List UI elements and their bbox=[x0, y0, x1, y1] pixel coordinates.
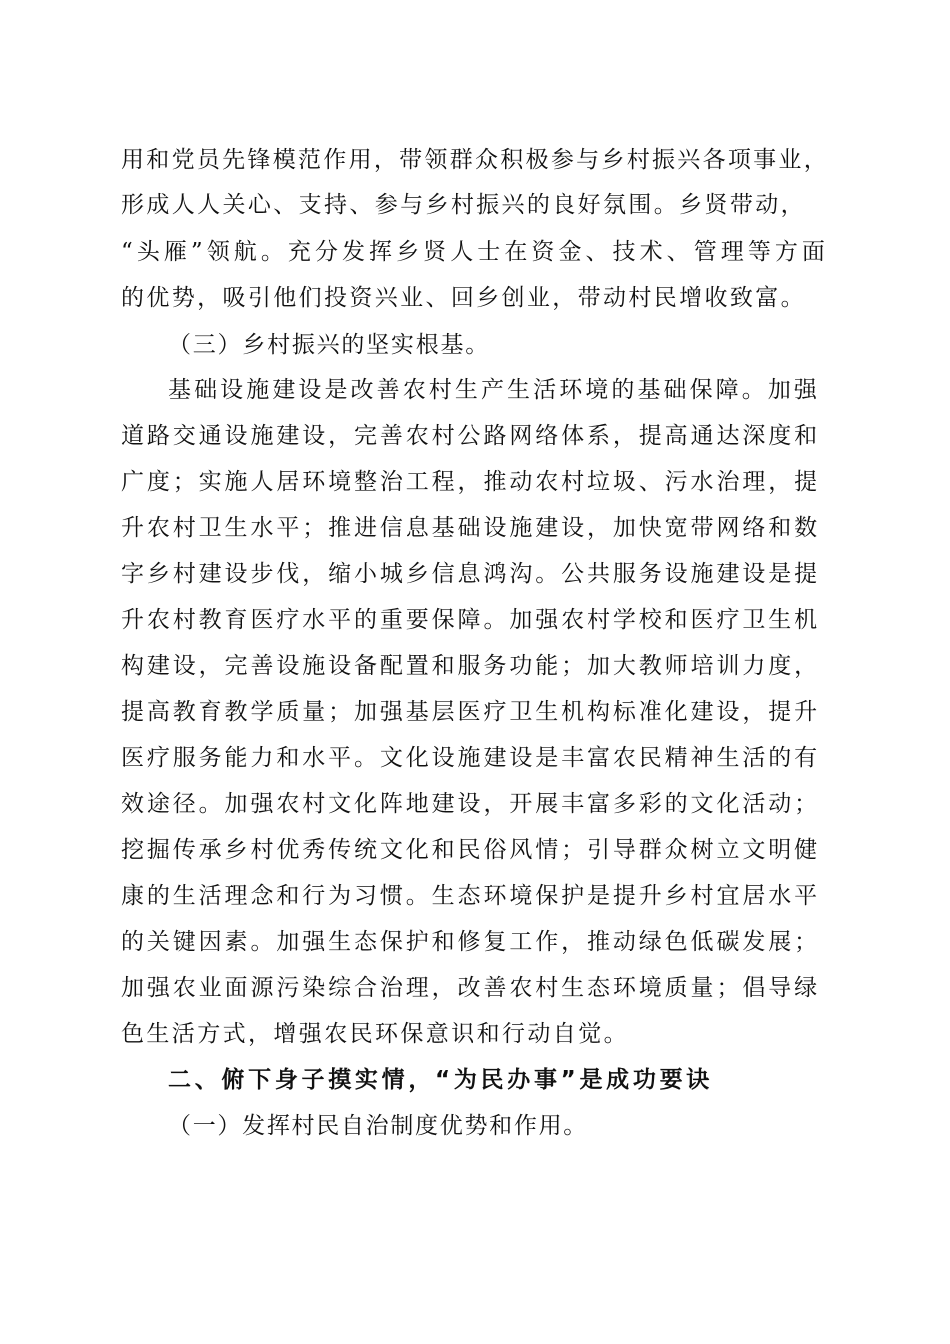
paragraph-line: 基础设施建设是改善农村生产生活环境的基础保障。加强 bbox=[168, 377, 820, 403]
body-line bbox=[0, 784, 950, 824]
paragraph-line: 用和党员先锋模范作用，带领群众积极参与乡村振兴各项事业， bbox=[121, 147, 829, 173]
body-line bbox=[0, 876, 950, 916]
section-heading-line bbox=[0, 1060, 950, 1100]
body-line bbox=[0, 554, 950, 594]
body-line bbox=[0, 140, 950, 180]
section-2-heading: 二、俯下身子摸实情，“为民办事”是成功要诀 bbox=[168, 1067, 713, 1093]
paragraph-line: 升农村教育医疗水平的重要保障。加强农村学校和医疗卫生机 bbox=[121, 607, 820, 633]
subheading-line bbox=[0, 1106, 950, 1146]
subheading-line bbox=[0, 325, 950, 365]
paragraph-line: 提高教育教学质量；加强基层医疗卫生机构标准化建设，提升 bbox=[121, 699, 820, 725]
paragraph-line: 的优势，吸引他们投资兴业、回乡创业，带动村民增收致富。 bbox=[121, 285, 806, 311]
paragraph-line: 广度；实施人居环境整治工程，推动农村垃圾、污水治理，提 bbox=[121, 469, 820, 495]
body-line bbox=[0, 830, 950, 870]
paragraph-line: 的关键因素。加强生态保护和修复工作，推动绿色低碳发展； bbox=[121, 929, 820, 955]
paragraph-line: 医疗服务能力和水平。文化设施建设是丰富农民精神生活的有 bbox=[121, 745, 820, 771]
body-line bbox=[0, 185, 950, 225]
body-line bbox=[0, 1014, 950, 1054]
paragraph-line: 色生活方式，增强农民环保意识和行动自觉。 bbox=[121, 1021, 629, 1047]
paragraph-line: 形成人人关心、支持、参与乡村振兴的良好氛围。乡贤带动， bbox=[121, 192, 806, 218]
body-line bbox=[0, 600, 950, 640]
body-line bbox=[0, 922, 950, 962]
paragraph-line: 升农村卫生水平；推进信息基础设施建设，加快宽带网络和数 bbox=[121, 515, 820, 541]
body-line bbox=[0, 508, 950, 548]
paragraph-line: 字乡村建设步伐，缩小城乡信息鸿沟。公共服务设施建设是提 bbox=[121, 561, 820, 587]
paragraph-line: 挖掘传承乡村优秀传统文化和民俗风情；引导群众树立文明健 bbox=[121, 837, 820, 863]
paragraph-line: 加强农业面源污染综合治理，改善农村生态环境质量；倡导绿 bbox=[121, 975, 820, 1001]
paragraph-line: 康的生活理念和行为习惯。生态环境保护是提升乡村宜居水平 bbox=[121, 883, 820, 909]
body-line bbox=[0, 968, 950, 1008]
paragraph-line: “头雁”领航。充分发挥乡贤人士在资金、技术、管理等方面 bbox=[121, 239, 829, 265]
subheading-3: （三）乡村振兴的坚实根基。 bbox=[168, 332, 490, 358]
paragraph-line: 效途径。加强农村文化阵地建设，开展丰富多彩的文化活动； bbox=[121, 791, 820, 817]
subheading-2-1: （一）发挥村民自治制度优势和作用。 bbox=[168, 1113, 588, 1139]
paragraph-line: 构建设，完善设施设备配置和服务功能；加大教师培训力度， bbox=[121, 653, 820, 679]
paragraph-line: 道路交通设施建设，完善农村公路网络体系，提高通达深度和 bbox=[121, 423, 820, 449]
body-line bbox=[0, 692, 950, 732]
body-line bbox=[0, 738, 950, 778]
body-line bbox=[0, 646, 950, 686]
body-line bbox=[0, 416, 950, 456]
body-line bbox=[0, 370, 950, 410]
body-line bbox=[0, 462, 950, 502]
body-line bbox=[0, 232, 950, 272]
body-line bbox=[0, 278, 950, 318]
